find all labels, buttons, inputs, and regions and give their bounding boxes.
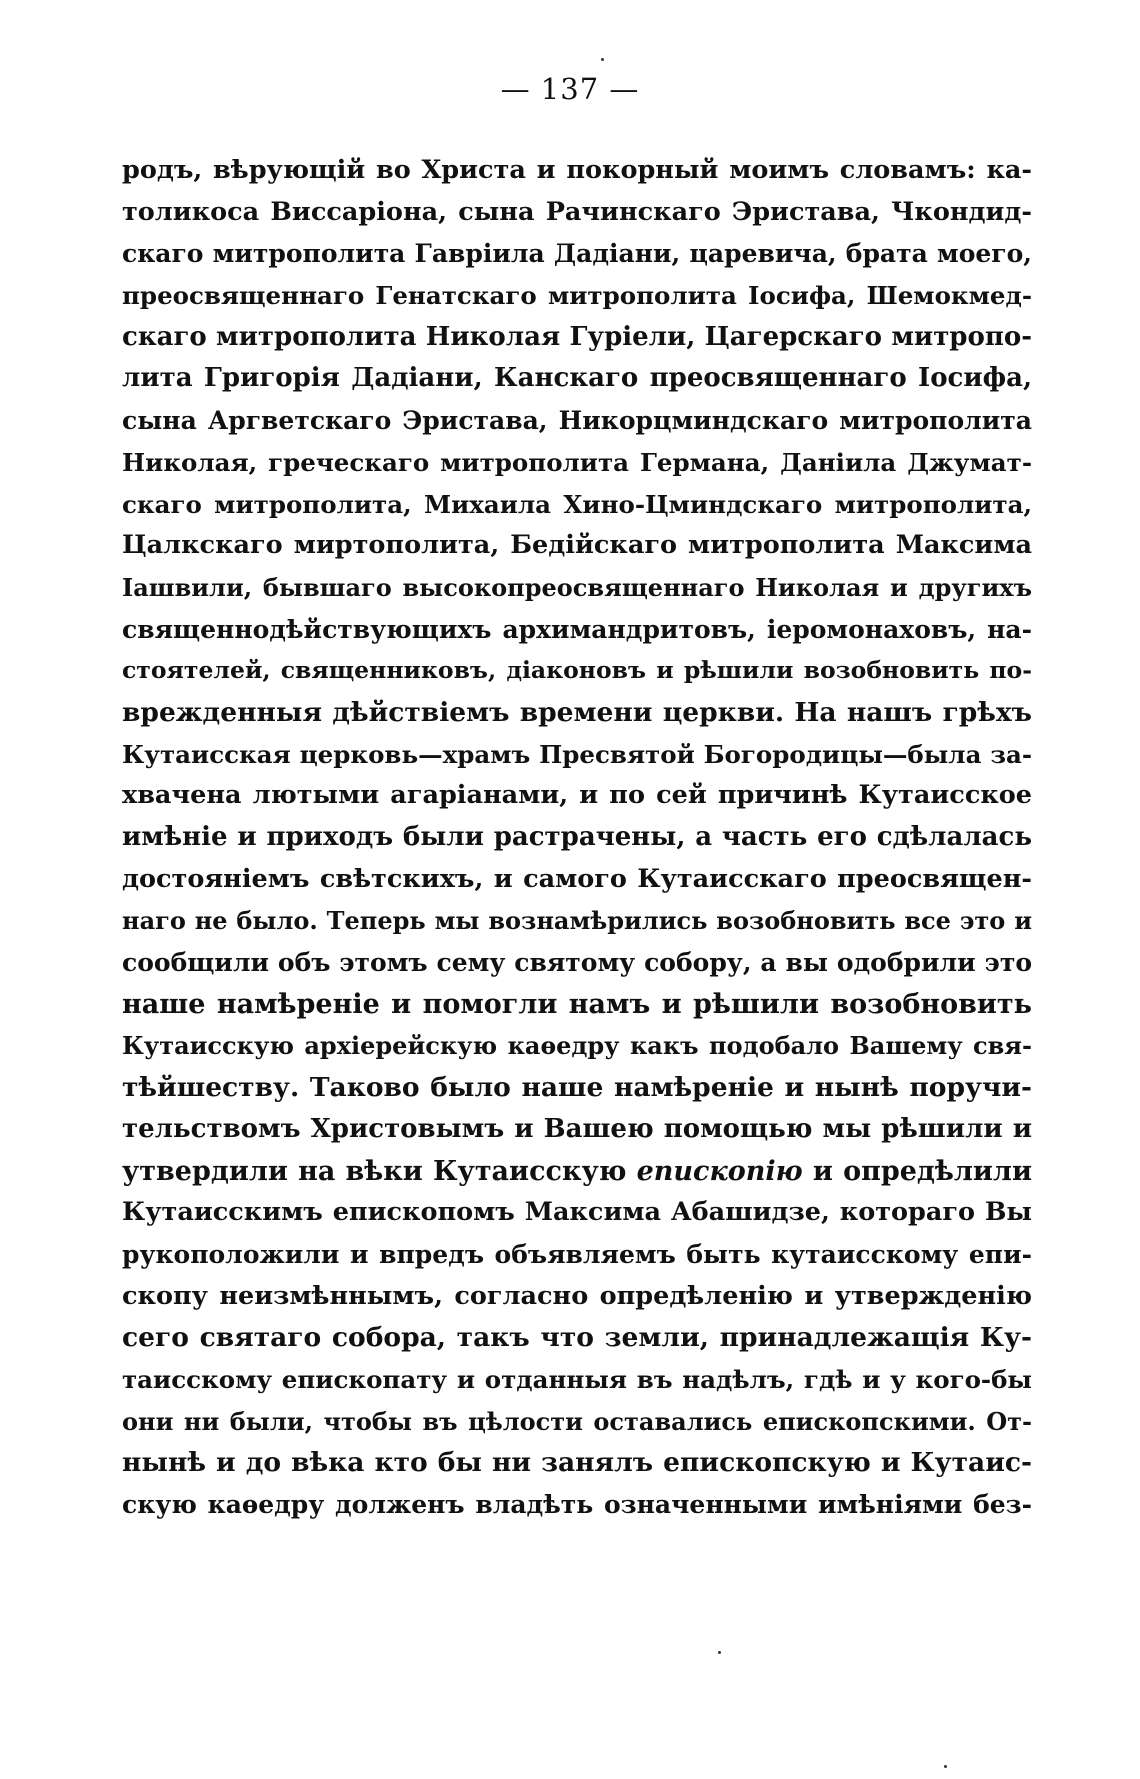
text-line: Цалкскаго миртополита, Бедійскаго митрополита Максима	[122, 530, 1032, 561]
text-line: стоятелей, священниковъ, діаконовъ и рѣшили возобновить по-	[122, 656, 1032, 685]
text-line: скую каѳедру долженъ владѣть означенными имѣніями без-	[122, 1490, 1032, 1519]
text-line: скаго митрополита, Михаила Хино-Цминдскаго митрополита,	[122, 489, 1032, 519]
text-line: сына Аргветскаго Эристава, Никорцминдскаго митрополита	[122, 406, 1032, 436]
text-line: скаго митрополита Николая Гуріели, Цагерскаго митропо-	[122, 321, 1032, 352]
text-line: наше намѣреніе и помогли намъ и рѣшили возобновить	[122, 988, 1032, 1020]
text-line-with-italic	[122, 1151, 1032, 1193]
text-line: достояніемъ свѣтскихъ, и самого Кутаисскаго преосвящен-	[122, 863, 1032, 894]
body-text	[122, 150, 1032, 1526]
text-segment: и опредѣлили	[802, 1155, 1032, 1187]
text-line: Кутаисскимъ епископомъ Максима Абашидзе, котораго Вы	[122, 1197, 1032, 1228]
page-number: — 137 —	[500, 72, 640, 106]
text-line: толикоса Виссаріона, сына Рачинскаго Эристава, Чкондид-	[122, 196, 1032, 227]
text-line: врежденныя дѣйствіемъ времени церкви. На нашъ грѣхъ	[122, 696, 1032, 728]
text-line: родъ, вѣрующій во Христа и покорный моимъ словамъ: ка-	[122, 155, 1032, 185]
text-line: рукоположили и впредъ объявляемъ быть кутаисскому епи-	[122, 1239, 1032, 1269]
text-line: тельствомъ Христовымъ и Вашею помощью мы рѣшили и	[122, 1113, 1032, 1144]
text-line: Николая, греческаго митрополита Германа, Даніила Джумат-	[122, 447, 1032, 477]
scan-speck	[718, 1651, 721, 1654]
text-line: хвачена лютыми агаріанами, и по сей причинѣ Кутаисское	[122, 780, 1032, 811]
text-line: они ни были, чтобы въ цѣлости оставались епископскими. От-	[122, 1406, 1032, 1436]
text-line: сообщили объ этомъ сему святому собору, а вы одобрили это	[122, 948, 1032, 978]
text-line: лита Григорія Дадіани, Канскаго преосвященнаго Іосифа,	[122, 363, 1032, 394]
text-line: Іашвили, бывшаго высокопреосвященнаго Николая и другихъ	[122, 572, 1032, 602]
text-line: сего святаго собора, такъ что земли, принадлежащія Ку-	[122, 1322, 1032, 1354]
italic-word: епископію	[636, 1155, 803, 1187]
text-line: Кутаисскую архіерейскую каѳедру какъ подобало Вашему свя-	[122, 1031, 1032, 1061]
scan-speck	[944, 1765, 947, 1768]
text-line: скаго митрополита Гавріила Дадіани, царевича, брата моего,	[122, 239, 1032, 269]
text-line: наго не было. Теперь мы вознамѣрились возобновить все это и	[122, 906, 1032, 936]
text-segment: утвердили на вѣки Кутаисскую	[122, 1155, 637, 1187]
text-line: имѣніе и приходъ были растрачены, а часть его сдѣлалась	[122, 822, 1032, 852]
text-line: Кутаисская церковь—храмъ Пресвятой Богородицы—была за-	[122, 739, 1032, 769]
text-line: священнодѣйствующихъ архимандритовъ, іеромонаховъ, на-	[122, 614, 1032, 644]
text-line: таисскому епископату и отданныя въ надѣлъ, гдѣ и у кого-бы	[122, 1364, 1032, 1394]
text-line: скопу неизмѣннымъ, согласно опредѣленію и утвержденію	[122, 1280, 1032, 1311]
scan-speck	[601, 58, 604, 61]
text-line: преосвященнаго Генатскаго митрополита Іосифа, Шемокмед-	[122, 281, 1032, 311]
text-line: тѣйшеству. Таково было наше намѣреніе и нынѣ поручи-	[122, 1072, 1032, 1104]
text-line: нынѣ и до вѣка кто бы ни занялъ епископскую и Кутаис-	[122, 1447, 1032, 1479]
